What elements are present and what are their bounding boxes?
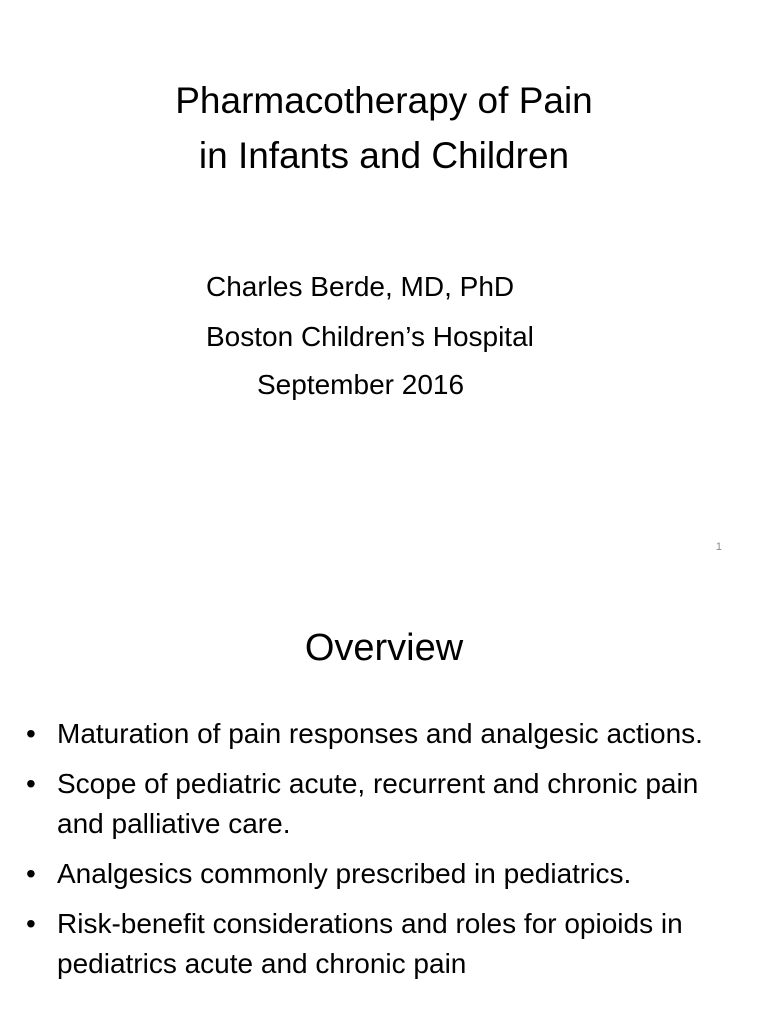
- overview-title: Overview: [304, 627, 464, 669]
- bullet-icon: •: [26, 908, 36, 939]
- bullet-item: [0, 714, 768, 754]
- author-name: Charles Berde, MD, PhD: [206, 271, 515, 302]
- bullet-text: Analgesics commonly prescribed in pediatrics.: [57, 858, 632, 889]
- overview-bullet-list: [0, 714, 768, 994]
- bullet-text: Risk-benefit considerations and roles for opioids in pediatrics acute and chronic pain: [57, 908, 683, 979]
- bullet-icon: •: [26, 858, 36, 889]
- slide-title: [0, 73, 768, 183]
- presentation-date: September 2016: [257, 369, 465, 400]
- overview-slide: [0, 576, 768, 1024]
- bullet-text: Maturation of pain responses and analgesic actions.: [57, 718, 703, 749]
- slide-number: 1: [715, 541, 722, 553]
- bullet-icon: •: [26, 718, 36, 749]
- bullet-item: [0, 904, 768, 984]
- author-affiliation: Boston Children’s Hospital: [206, 321, 534, 352]
- bullet-item: [0, 854, 768, 894]
- bullet-item: [0, 764, 768, 844]
- slide-title-line-2: in Infants and Children: [198, 135, 570, 176]
- bullet-text: Scope of pediatric acute, recurrent and chronic pain and palliative care.: [57, 768, 699, 839]
- slide-title-line-1: Pharmacotherapy of Pain: [175, 80, 593, 121]
- bullet-icon: •: [26, 768, 36, 799]
